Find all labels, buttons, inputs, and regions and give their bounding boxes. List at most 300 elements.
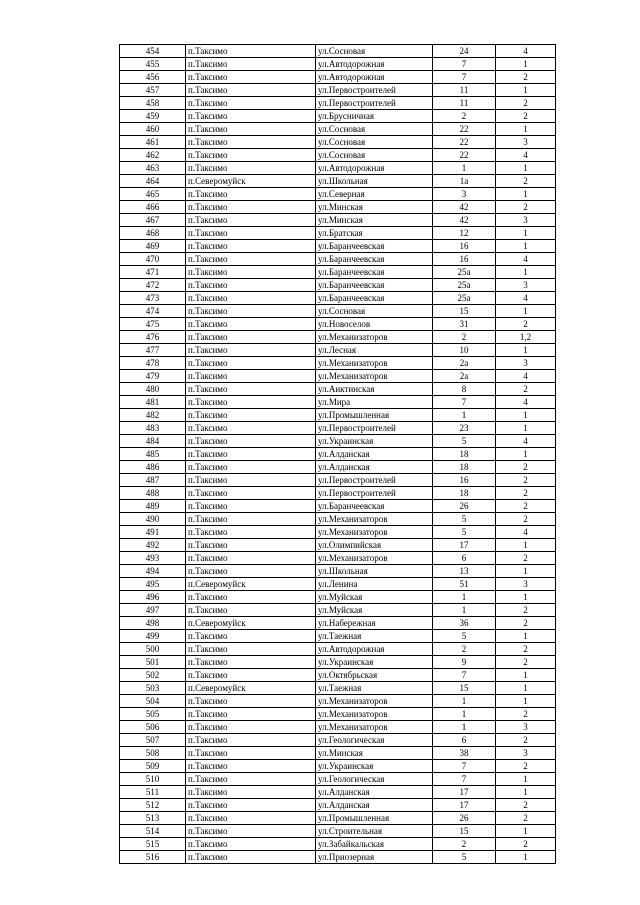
row-number-cell: 514 (120, 825, 186, 838)
apartment-number-cell: 1 (496, 682, 556, 695)
street-cell: ул.Механизаторов (316, 370, 433, 383)
row-number-cell: 497 (120, 604, 186, 617)
house-number-cell: 7 (433, 58, 496, 71)
table-row (120, 487, 556, 500)
house-number-cell: 5 (433, 513, 496, 526)
street-cell: ул.Механизаторов (316, 526, 433, 539)
settlement-cell: п.Таксимо (186, 656, 316, 669)
house-number-cell: 5 (433, 435, 496, 448)
settlement-cell: п.Таксимо (186, 305, 316, 318)
settlement-cell: п.Таксимо (186, 162, 316, 175)
table-row (120, 526, 556, 539)
settlement-cell: п.Таксимо (186, 643, 316, 656)
apartment-number-cell: 1 (496, 851, 556, 864)
street-cell: ул.Автодорожная (316, 71, 433, 84)
house-number-cell: 26 (433, 812, 496, 825)
apartment-number-cell: 2 (496, 71, 556, 84)
apartment-number-cell: 1 (496, 630, 556, 643)
apartment-number-cell: 3 (496, 357, 556, 370)
table-row (120, 162, 556, 175)
table-row (120, 422, 556, 435)
row-number-cell: 509 (120, 760, 186, 773)
table-row (120, 565, 556, 578)
apartment-number-cell: 1 (496, 773, 556, 786)
table-row (120, 734, 556, 747)
settlement-cell: п.Таксимо (186, 669, 316, 682)
apartment-number-cell: 3 (496, 578, 556, 591)
row-number-cell: 487 (120, 474, 186, 487)
row-number-cell: 463 (120, 162, 186, 175)
street-cell: ул.Октябрьская (316, 669, 433, 682)
apartment-number-cell: 3 (496, 136, 556, 149)
row-number-cell: 484 (120, 435, 186, 448)
table-row (120, 331, 556, 344)
table-row (120, 396, 556, 409)
street-cell: ул.Брусничная (316, 110, 433, 123)
table-row (120, 682, 556, 695)
table-row (120, 318, 556, 331)
settlement-cell: п.Таксимо (186, 240, 316, 253)
house-number-cell: 42 (433, 214, 496, 227)
table-row (120, 838, 556, 851)
table-row (120, 812, 556, 825)
house-number-cell: 36 (433, 617, 496, 630)
settlement-cell: п.Таксимо (186, 539, 316, 552)
apartment-number-cell: 3 (496, 214, 556, 227)
street-cell: ул.Муйская (316, 604, 433, 617)
table-row (120, 188, 556, 201)
street-cell: ул.Промышленная (316, 409, 433, 422)
table-row (120, 227, 556, 240)
address-table (119, 44, 556, 864)
street-cell: ул.Алданская (316, 448, 433, 461)
table-row (120, 253, 556, 266)
street-cell: ул.Алданская (316, 461, 433, 474)
street-cell: ул.Братская (316, 227, 433, 240)
settlement-cell: п.Таксимо (186, 383, 316, 396)
table-row (120, 357, 556, 370)
street-cell: ул.Аиктинская (316, 383, 433, 396)
settlement-cell: п.Таксимо (186, 266, 316, 279)
settlement-cell: п.Таксимо (186, 292, 316, 305)
street-cell: ул.Минская (316, 747, 433, 760)
table-row (120, 539, 556, 552)
table-row (120, 500, 556, 513)
apartment-number-cell: 1 (496, 422, 556, 435)
house-number-cell: 5 (433, 630, 496, 643)
street-cell: ул.Автодорожная (316, 58, 433, 71)
row-number-cell: 502 (120, 669, 186, 682)
table-row (120, 773, 556, 786)
table-row (120, 630, 556, 643)
street-cell: ул.Баранчеевская (316, 240, 433, 253)
street-cell: ул.Сосновая (316, 123, 433, 136)
street-cell: ул.Алданская (316, 786, 433, 799)
settlement-cell: п.Таксимо (186, 318, 316, 331)
house-number-cell: 1а (433, 175, 496, 188)
settlement-cell: п.Таксимо (186, 84, 316, 97)
settlement-cell: п.Таксимо (186, 435, 316, 448)
row-number-cell: 486 (120, 461, 186, 474)
settlement-cell: п.Таксимо (186, 708, 316, 721)
apartment-number-cell: 2 (496, 760, 556, 773)
house-number-cell: 7 (433, 71, 496, 84)
settlement-cell: п.Таксимо (186, 344, 316, 357)
street-cell: ул.Сосновая (316, 45, 433, 58)
apartment-number-cell: 1 (496, 786, 556, 799)
row-number-cell: 473 (120, 292, 186, 305)
table-row (120, 617, 556, 630)
house-number-cell: 1 (433, 721, 496, 734)
settlement-cell: п.Северомуйск (186, 578, 316, 591)
apartment-number-cell: 1 (496, 305, 556, 318)
apartment-number-cell: 4 (496, 292, 556, 305)
apartment-number-cell: 1 (496, 448, 556, 461)
house-number-cell: 18 (433, 487, 496, 500)
house-number-cell: 2 (433, 838, 496, 851)
street-cell: ул.Геологическая (316, 734, 433, 747)
settlement-cell: п.Таксимо (186, 110, 316, 123)
table-row (120, 669, 556, 682)
house-number-cell: 1 (433, 708, 496, 721)
table-row (120, 292, 556, 305)
row-number-cell: 510 (120, 773, 186, 786)
house-number-cell: 15 (433, 825, 496, 838)
house-number-cell: 13 (433, 565, 496, 578)
settlement-cell: п.Таксимо (186, 851, 316, 864)
apartment-number-cell: 3 (496, 721, 556, 734)
table-row (120, 266, 556, 279)
settlement-cell: п.Таксимо (186, 747, 316, 760)
house-number-cell: 16 (433, 253, 496, 266)
house-number-cell: 16 (433, 474, 496, 487)
settlement-cell: п.Таксимо (186, 838, 316, 851)
apartment-number-cell: 2 (496, 513, 556, 526)
house-number-cell: 3 (433, 188, 496, 201)
table-row (120, 747, 556, 760)
apartment-number-cell: 4 (496, 45, 556, 58)
street-cell: ул.Механизаторов (316, 708, 433, 721)
street-cell: ул.Первостроителей (316, 474, 433, 487)
table-row (120, 240, 556, 253)
row-number-cell: 498 (120, 617, 186, 630)
table-row (120, 643, 556, 656)
settlement-cell: п.Таксимо (186, 214, 316, 227)
street-cell: ул.Алданская (316, 799, 433, 812)
street-cell: ул.Олимпийская (316, 539, 433, 552)
apartment-number-cell: 2 (496, 110, 556, 123)
settlement-cell: п.Таксимо (186, 812, 316, 825)
settlement-cell: п.Таксимо (186, 799, 316, 812)
house-number-cell: 2 (433, 643, 496, 656)
street-cell: ул.Ленина (316, 578, 433, 591)
table-row (120, 786, 556, 799)
settlement-cell: п.Таксимо (186, 396, 316, 409)
house-number-cell: 17 (433, 799, 496, 812)
apartment-number-cell: 1 (496, 669, 556, 682)
row-number-cell: 505 (120, 708, 186, 721)
apartment-number-cell: 1 (496, 227, 556, 240)
house-number-cell: 15 (433, 305, 496, 318)
row-number-cell: 493 (120, 552, 186, 565)
house-number-cell: 1 (433, 604, 496, 617)
apartment-number-cell: 1 (496, 344, 556, 357)
apartment-number-cell: 4 (496, 370, 556, 383)
table-row (120, 656, 556, 669)
table-row (120, 760, 556, 773)
settlement-cell: п.Таксимо (186, 591, 316, 604)
settlement-cell: п.Таксимо (186, 487, 316, 500)
apartment-number-cell: 2 (496, 656, 556, 669)
house-number-cell: 2а (433, 370, 496, 383)
row-number-cell: 492 (120, 539, 186, 552)
table-row (120, 513, 556, 526)
row-number-cell: 485 (120, 448, 186, 461)
row-number-cell: 506 (120, 721, 186, 734)
settlement-cell: п.Таксимо (186, 448, 316, 461)
house-number-cell: 22 (433, 136, 496, 149)
settlement-cell: п.Таксимо (186, 149, 316, 162)
apartment-number-cell: 2 (496, 838, 556, 851)
street-cell: ул.Баранчеевская (316, 266, 433, 279)
apartment-number-cell: 2 (496, 318, 556, 331)
house-number-cell: 5 (433, 851, 496, 864)
row-number-cell: 501 (120, 656, 186, 669)
settlement-cell: п.Таксимо (186, 188, 316, 201)
row-number-cell: 466 (120, 201, 186, 214)
apartment-number-cell: 2 (496, 500, 556, 513)
street-cell: ул.Первостроителей (316, 97, 433, 110)
house-number-cell: 1 (433, 409, 496, 422)
row-number-cell: 474 (120, 305, 186, 318)
house-number-cell: 42 (433, 201, 496, 214)
apartment-number-cell: 1 (496, 409, 556, 422)
table-row (120, 851, 556, 864)
row-number-cell: 470 (120, 253, 186, 266)
street-cell: ул.Баранчеевская (316, 500, 433, 513)
row-number-cell: 494 (120, 565, 186, 578)
street-cell: ул.Строительная (316, 825, 433, 838)
street-cell: ул.Минская (316, 214, 433, 227)
house-number-cell: 22 (433, 123, 496, 136)
table-row (120, 695, 556, 708)
street-cell: ул.Первостроителей (316, 422, 433, 435)
settlement-cell: п.Таксимо (186, 71, 316, 84)
street-cell: ул.Минская (316, 201, 433, 214)
apartment-number-cell: 2 (496, 487, 556, 500)
house-number-cell: 18 (433, 448, 496, 461)
row-number-cell: 511 (120, 786, 186, 799)
row-number-cell: 483 (120, 422, 186, 435)
table-row (120, 136, 556, 149)
apartment-number-cell: 2 (496, 175, 556, 188)
apartment-number-cell: 2 (496, 201, 556, 214)
settlement-cell: п.Таксимо (186, 422, 316, 435)
house-number-cell: 17 (433, 539, 496, 552)
street-cell: ул.Новоселов (316, 318, 433, 331)
street-cell: ул.Мира (316, 396, 433, 409)
row-number-cell: 507 (120, 734, 186, 747)
row-number-cell: 488 (120, 487, 186, 500)
table-row (120, 721, 556, 734)
table-row (120, 461, 556, 474)
table-row (120, 84, 556, 97)
table-row (120, 201, 556, 214)
apartment-number-cell: 2 (496, 97, 556, 110)
table-row (120, 708, 556, 721)
house-number-cell: 22 (433, 149, 496, 162)
row-number-cell: 496 (120, 591, 186, 604)
apartment-number-cell: 1 (496, 695, 556, 708)
apartment-number-cell: 3 (496, 747, 556, 760)
apartment-number-cell: 1 (496, 591, 556, 604)
settlement-cell: п.Таксимо (186, 227, 316, 240)
table-row (120, 370, 556, 383)
settlement-cell: п.Таксимо (186, 630, 316, 643)
settlement-cell: п.Таксимо (186, 253, 316, 266)
street-cell: ул.Северная (316, 188, 433, 201)
house-number-cell: 11 (433, 97, 496, 110)
settlement-cell: п.Таксимо (186, 58, 316, 71)
table-row (120, 435, 556, 448)
apartment-number-cell: 4 (496, 396, 556, 409)
row-number-cell: 515 (120, 838, 186, 851)
table-row (120, 214, 556, 227)
settlement-cell: п.Таксимо (186, 357, 316, 370)
house-number-cell: 11 (433, 84, 496, 97)
apartment-number-cell: 1 (496, 565, 556, 578)
table-row (120, 279, 556, 292)
row-number-cell: 460 (120, 123, 186, 136)
street-cell: ул.Автодорожная (316, 162, 433, 175)
street-cell: ул.Баранчеевская (316, 292, 433, 305)
table-row (120, 604, 556, 617)
street-cell: ул.Таежная (316, 630, 433, 643)
house-number-cell: 6 (433, 734, 496, 747)
settlement-cell: п.Таксимо (186, 136, 316, 149)
settlement-cell: п.Таксимо (186, 825, 316, 838)
house-number-cell: 16 (433, 240, 496, 253)
settlement-cell: п.Таксимо (186, 552, 316, 565)
row-number-cell: 513 (120, 812, 186, 825)
table-row (120, 71, 556, 84)
row-number-cell: 499 (120, 630, 186, 643)
house-number-cell: 12 (433, 227, 496, 240)
apartment-number-cell: 2 (496, 734, 556, 747)
street-cell: ул.Геологическая (316, 773, 433, 786)
street-cell: ул.Школьная (316, 565, 433, 578)
apartment-number-cell: 2 (496, 799, 556, 812)
settlement-cell: п.Таксимо (186, 97, 316, 110)
row-number-cell: 476 (120, 331, 186, 344)
settlement-cell: п.Таксимо (186, 721, 316, 734)
row-number-cell: 490 (120, 513, 186, 526)
street-cell: ул.Украинская (316, 760, 433, 773)
table-row (120, 97, 556, 110)
house-number-cell: 38 (433, 747, 496, 760)
apartment-number-cell: 1 (496, 825, 556, 838)
settlement-cell: п.Таксимо (186, 461, 316, 474)
settlement-cell: п.Таксимо (186, 123, 316, 136)
street-cell: ул.Украинская (316, 435, 433, 448)
table-row (120, 175, 556, 188)
row-number-cell: 495 (120, 578, 186, 591)
table-row (120, 552, 556, 565)
table-row (120, 123, 556, 136)
street-cell: ул.Приозерная (316, 851, 433, 864)
apartment-number-cell: 2 (496, 383, 556, 396)
house-number-cell: 1 (433, 695, 496, 708)
row-number-cell: 482 (120, 409, 186, 422)
house-number-cell: 31 (433, 318, 496, 331)
street-cell: ул.Набережная (316, 617, 433, 630)
house-number-cell: 51 (433, 578, 496, 591)
settlement-cell: п.Таксимо (186, 513, 316, 526)
row-number-cell: 503 (120, 682, 186, 695)
street-cell: ул.Механизаторов (316, 331, 433, 344)
table-row (120, 409, 556, 422)
row-number-cell: 478 (120, 357, 186, 370)
apartment-number-cell: 4 (496, 435, 556, 448)
row-number-cell: 472 (120, 279, 186, 292)
table-row (120, 448, 556, 461)
street-cell: ул.Забайкальская (316, 838, 433, 851)
apartment-number-cell: 2 (496, 552, 556, 565)
row-number-cell: 516 (120, 851, 186, 864)
table-row (120, 825, 556, 838)
row-number-cell: 489 (120, 500, 186, 513)
settlement-cell: п.Таксимо (186, 786, 316, 799)
table-row (120, 110, 556, 123)
house-number-cell: 2 (433, 110, 496, 123)
apartment-number-cell: 2 (496, 604, 556, 617)
row-number-cell: 481 (120, 396, 186, 409)
house-number-cell: 8 (433, 383, 496, 396)
table-row (120, 58, 556, 71)
street-cell: ул.Баранчеевская (316, 253, 433, 266)
apartment-number-cell: 1,2 (496, 331, 556, 344)
house-number-cell: 25а (433, 266, 496, 279)
row-number-cell: 454 (120, 45, 186, 58)
settlement-cell: п.Таксимо (186, 695, 316, 708)
row-number-cell: 500 (120, 643, 186, 656)
apartment-number-cell: 1 (496, 84, 556, 97)
settlement-cell: п.Таксимо (186, 45, 316, 58)
street-cell: ул.Промышленная (316, 812, 433, 825)
row-number-cell: 464 (120, 175, 186, 188)
house-number-cell: 24 (433, 45, 496, 58)
house-number-cell: 26 (433, 500, 496, 513)
apartment-number-cell: 4 (496, 149, 556, 162)
apartment-number-cell: 4 (496, 253, 556, 266)
apartment-number-cell: 1 (496, 266, 556, 279)
apartment-number-cell: 1 (496, 539, 556, 552)
street-cell: ул.Баранчеевская (316, 279, 433, 292)
settlement-cell: п.Таксимо (186, 279, 316, 292)
table-row (120, 578, 556, 591)
table-row (120, 305, 556, 318)
house-number-cell: 2 (433, 331, 496, 344)
street-cell: ул.Сосновая (316, 136, 433, 149)
street-cell: ул.Сосновая (316, 149, 433, 162)
settlement-cell: п.Таксимо (186, 409, 316, 422)
row-number-cell: 471 (120, 266, 186, 279)
row-number-cell: 459 (120, 110, 186, 123)
table-row (120, 344, 556, 357)
house-number-cell: 6 (433, 552, 496, 565)
house-number-cell: 7 (433, 669, 496, 682)
street-cell: ул.Лесная (316, 344, 433, 357)
